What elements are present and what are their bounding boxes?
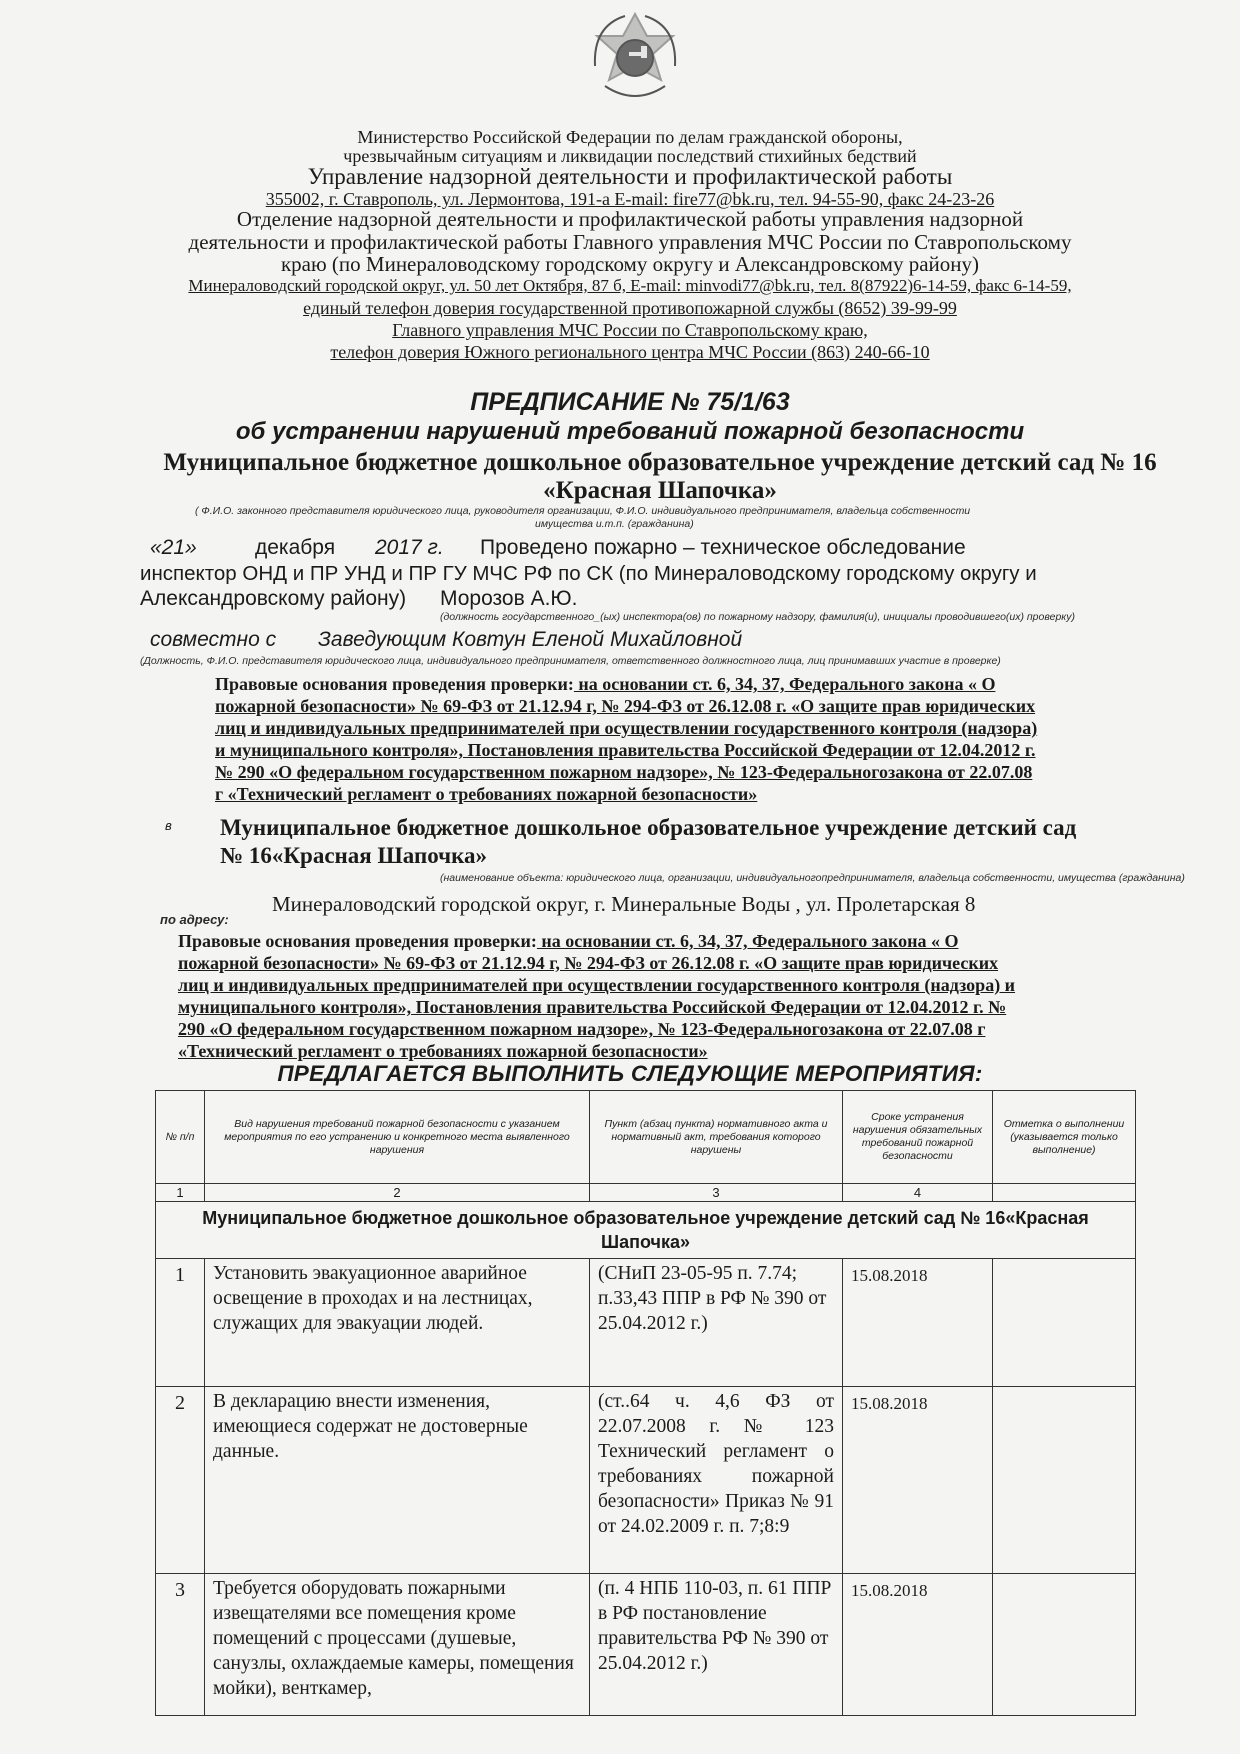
section-row	[156, 1202, 1136, 1259]
row-number: 2	[156, 1387, 205, 1574]
row-violation: В декларацию внести изменения, имеющиеся содержат не достоверные данные.	[205, 1387, 590, 1574]
row-deadline: 15.08.2018	[843, 1574, 993, 1716]
row-mark	[993, 1574, 1136, 1716]
emchs-emblem-icon	[585, 6, 685, 116]
object-name-line-1: Муниципальное бюджетное дошкольное образовательное учреждение детский сад	[220, 815, 1077, 840]
row-mark	[993, 1259, 1136, 1387]
inspection-date-day: «21»	[150, 536, 197, 559]
inspected-organization-line-1: Муниципальное бюджетное дошкольное образовательное учреждение детский сад № 16	[163, 449, 1157, 476]
column-number: 1	[156, 1184, 205, 1202]
object-address: Минераловодский городской округ, г. Минеральные Воды , ул. Пролетарская 8	[272, 892, 976, 916]
header-number: № п/п	[156, 1091, 205, 1184]
organization-caption-2: имущества и.т.п. (граждaнина)	[535, 518, 694, 530]
column-number: 4	[843, 1184, 993, 1202]
legal-basis-1: Правовые основания проведения проверки: на основании ст. 6, 34, 37, Федерального закона « О пожарной безопасности» № 69-ФЗ от 21.12.94 г, № 294-ФЗ от 26.12.08 г. «О защите прав юридических лиц и индивидуальных предпринимателей при осуществлении государственного контроля (надзора) и муниципального контроля», Постановления правительства Российской Федерации от 12.04.2012 г. № 290 «О федеральном государственном пожарном надзоре», № 123-Федеральногозакона от 22.07.08 г «Технический регламент о требованиях пожарной безопасности»	[215, 674, 1038, 804]
order-number: ПРЕДПИСАНИЕ № 75/1/63	[470, 388, 790, 416]
division-line-1: Отделение надзорной деятельности и профилактической работы управления надзорной	[236, 207, 1024, 231]
inspection-date-month: декабря	[255, 536, 336, 559]
column-number: 2	[205, 1184, 590, 1202]
jointly-caption: (Должность, Ф.И.О. представителя юридического лица, индивидуального предпринимателя, ответственного должностного лица, лиц принимавших участие в проверке)	[140, 655, 1001, 667]
inspection-date-year: 2017 г.	[375, 536, 444, 559]
address-label: по адресу:	[160, 912, 229, 927]
row-number: 1	[156, 1259, 205, 1387]
directorate-name: Управление надзорной деятельности и профилактической работы	[307, 164, 953, 189]
row-violation: Установить эвакуационное аварийное освещение в проходах и на лестницах, служащих для эвакуации людей.	[205, 1259, 590, 1387]
division-line-3: краю (по Минераловодскому городскому округу и Александровскому району)	[280, 252, 980, 276]
object-caption: (наименование объекта: юридического лица, организации, индивидуальногопредпринимателя, владельца собственности, имущества (граждaнина)	[440, 872, 1185, 884]
organization-caption-1: ( Ф.И.О. законного представителя юридического лица, руководителя организации, Ф.И.О. индивидуального предпринимателя, владельца собственности	[195, 505, 971, 517]
object-prefix: в	[165, 818, 172, 833]
column-number: 3	[590, 1184, 843, 1202]
table-row	[156, 1259, 1136, 1387]
header-violation: Вид нарушения требований пожарной безопасности с указанием мероприятия по его устранению и конкретного места выявленного нарушения	[205, 1091, 590, 1184]
hotline-3: телефон доверия Южного регионального центра МЧС России (863) 240-66-10	[330, 342, 930, 362]
row-legal: (ст..64 ч. 4,6 ФЗ от 22.07.2008 г. № 123 Технический регламент о требованиях пожарной безопасности» Приказ № 91 от 24.02.2009 г. п. 7;8:9	[590, 1387, 843, 1574]
row-deadline: 15.08.2018	[843, 1259, 993, 1387]
row-mark	[993, 1387, 1136, 1574]
header-legal-reference: Пункт (абзац пункта) нормативного акта и нормативный акт, требования которого нарушены	[590, 1091, 843, 1184]
division-line-2: деятельности и профилактической работы Главного управления МЧС России по Ставропольскому	[188, 230, 1072, 254]
division-address: Минераловодский городской округ, ул. 50 лет Октября, 87 б, E-mail: minvodi77@bk.ru, тел. 8(87922)6-14-59, факс 6-14-59,	[188, 276, 1072, 295]
ministry-line-2: чрезвычайным ситуациям и ликвидации последствий стихийных бедствий	[343, 146, 917, 166]
header-completion-mark: Отметка о выполнении (указывается только выполнение)	[993, 1091, 1136, 1184]
measures-table	[155, 1090, 1136, 1716]
inspector-line-1: инспектор ОНД и ПР УНД и ПР ГУ МЧС РФ по СК (по Минераловодскому городскому округу и	[140, 562, 1037, 585]
table-header-row	[156, 1091, 1136, 1184]
section-title: Муниципальное бюджетное дошкольное образовательное учреждение детский сад № 16«Красная Шапочка»	[156, 1202, 1136, 1259]
order-subject: об устранении нарушений требований пожарной безопасности	[235, 418, 1025, 445]
jointly-person: Заведующим Ковтун Еленой Михайловной	[318, 628, 743, 651]
column-number-empty	[993, 1184, 1136, 1202]
inspector-name: Морозов А.Ю.	[440, 587, 578, 610]
inspector-caption: (должность государственного_(ых) инспектора(ов) по пожарному надзору, фамилия(и), инициалы проводившего(их) проверку)	[440, 611, 1075, 623]
jointly-label: совместно с	[150, 628, 277, 651]
hotline-1: единый телефон доверия государственной противопожарной службы (8652) 39-99-99	[303, 298, 957, 318]
table-row	[156, 1387, 1136, 1574]
hotline-2: Главного управления МЧС России по Ставропольскому краю,	[392, 320, 868, 340]
ministry-line-1: Министерство Российской Федерации по делам гражданской обороны,	[357, 127, 903, 147]
measures-title: ПРЕДЛАГАЕТСЯ ВЫПОЛНИТЬ СЛЕДУЮЩИЕ МЕРОПРИЯТИЯ:	[277, 1061, 983, 1086]
row-number: 3	[156, 1574, 205, 1716]
table-row	[156, 1574, 1136, 1716]
legal-basis-2: Правовые основания проведения проверки: на основании ст. 6, 34, 37, Федерального закона « О пожарной безопасности» № 69-ФЗ от 21.12.94 г, № 294-ФЗ от 26.12.08 г. «О защите прав юридических лиц и индивидуальных предпринимателей при осуществлении государственного контроля (надзора) и муниципального контроля», Постановления правительства Российской Федерации от 12.04.2012 г. № 290 «О федеральном государственном пожарном надзоре», № 123-Федеральногозакона от 22.07.08 г «Технический регламент о требованиях пожарной безопасности»	[178, 931, 1016, 1061]
inspected-organization-line-2: «Красная Шапочка»	[543, 477, 777, 504]
inspector-line-2: Александровскому району)	[140, 587, 407, 610]
row-legal: (п. 4 НПБ 110-03, п. 61 ППР в РФ постановление правительства РФ № 390 от 25.04.2012 г.)	[590, 1574, 843, 1716]
directorate-address: 355002, г. Ставрополь, ул. Лермонтова, 191-а E-mail: fire77@bk.ru, тел. 94-55-90, факс 24-23-26	[265, 189, 995, 209]
header-deadline: Сроке устранения нарушения обязательных требований пожарной безопасности	[843, 1091, 993, 1184]
row-violation: Требуется оборудовать пожарными извещателями все помещения кроме помещений с процессами (душевые, санузлы, охлаждаемые камеры, помещения мойки), венткамер,	[205, 1574, 590, 1716]
object-name-line-2: № 16«Красная Шапочка»	[220, 843, 487, 868]
column-numbers-row	[156, 1184, 1136, 1202]
inspection-conducted: Проведено пожарно – техническое обследование	[480, 536, 966, 559]
row-deadline: 15.08.2018	[843, 1387, 993, 1574]
row-legal: (СНиП 23-05-95 п. 7.74; п.33,43 ППР в РФ № 390 от 25.04.2012 г.)	[590, 1259, 843, 1387]
